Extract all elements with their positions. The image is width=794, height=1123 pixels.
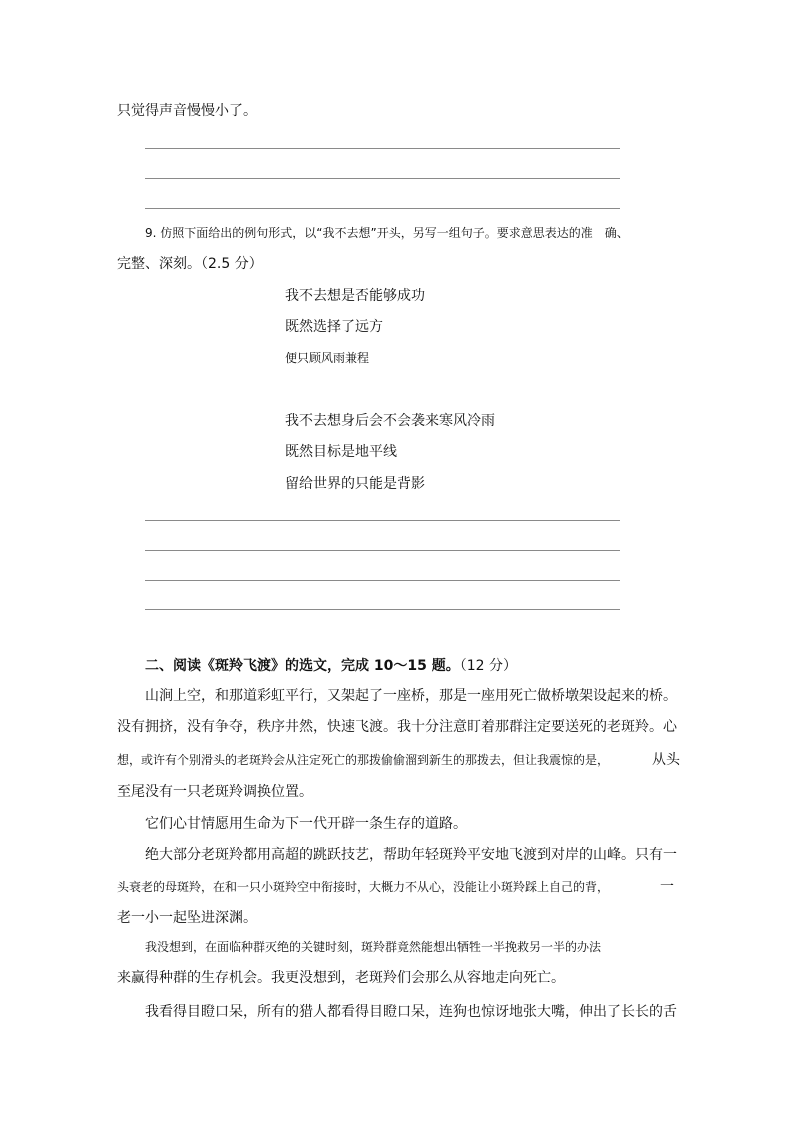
poem-line: 留给世界的只能是背影 xyxy=(285,476,425,492)
passage-line: 从头 xyxy=(652,752,680,768)
poem-line: 既然选择了远方 xyxy=(285,319,383,335)
passage-line: 它们心甘情愿用生命为下一代开辟一条生存的道路。 xyxy=(145,816,467,832)
poem-line: 便只顾风雨兼程 xyxy=(285,351,370,365)
passage-line: 没有拥挤，没有争夺，秩序井然，快速飞渡。我十分注意盯着那群注定要送死的老斑羚。心 xyxy=(117,719,677,735)
section-2-heading xyxy=(145,656,517,676)
passage-line: 头衰老的母斑羚，在和一只小斑羚空中衔接时，大概力不从心，没能让小斑羚踩上自己的背， xyxy=(117,880,610,894)
question-9-line-1: 9. 仿照下面给出的例句形式，以“我不去想”开头，另写一组句子。要求意思表达的准 确、 xyxy=(145,226,629,240)
top-text-line: 只觉得声音慢慢小了。 xyxy=(117,103,257,119)
answer-line xyxy=(145,208,620,209)
passage-line: 想，或许有个别滑头的老斑羚会从注定死亡的那拨偷偷溜到新生的那拨去，但让我震惊的是， xyxy=(117,753,610,767)
passage-line: 绝大部分老斑羚都用高超的跳跃技艺，帮助年轻斑羚平安地飞渡到对岸的山峰。只有一 xyxy=(145,847,677,863)
answer-line xyxy=(145,550,620,551)
answer-line xyxy=(145,580,620,581)
passage-line: 老一小一起坠进深渊。 xyxy=(117,910,257,926)
answer-line xyxy=(145,520,620,521)
passage-line: 山涧上空，和那道彩虹平行，又架起了一座桥，那是一座用死亡做桥墩架设起来的桥。 xyxy=(145,688,677,704)
answer-line xyxy=(145,178,620,179)
passage-line: 来赢得种群的生存机会。我更没想到，老斑羚们会那么从容地走向死亡。 xyxy=(117,970,565,986)
answer-line xyxy=(145,148,620,149)
passage-line: 一 xyxy=(660,879,674,895)
section-2-score: （12 分） xyxy=(459,658,517,674)
passage-line: 我没想到，在面临种群灭绝的关键时刻，斑羚群竟然能想出牺牲一半挽救另一半的办法 xyxy=(145,940,602,954)
section-2-heading-text: 二、阅读《斑羚飞渡》的选文，完成 10～15 题。 xyxy=(145,658,460,674)
question-9-line-2: 完整、深刻。（2.5 分） xyxy=(117,256,263,272)
poem-line: 既然目标是地平线 xyxy=(285,444,397,460)
passage-line: 至尾没有一只老斑羚调换位置。 xyxy=(117,784,313,800)
answer-line xyxy=(145,609,620,610)
passage-line: 我看得目瞪口呆，所有的猎人都看得目瞪口呆，连狗也惊讶地张大嘴，伸出了长长的舌 xyxy=(145,1004,677,1020)
poem-line: 我不去想身后会不会袭来寒风冷雨 xyxy=(285,413,495,429)
poem-line: 我不去想是否能够成功 xyxy=(285,288,425,304)
